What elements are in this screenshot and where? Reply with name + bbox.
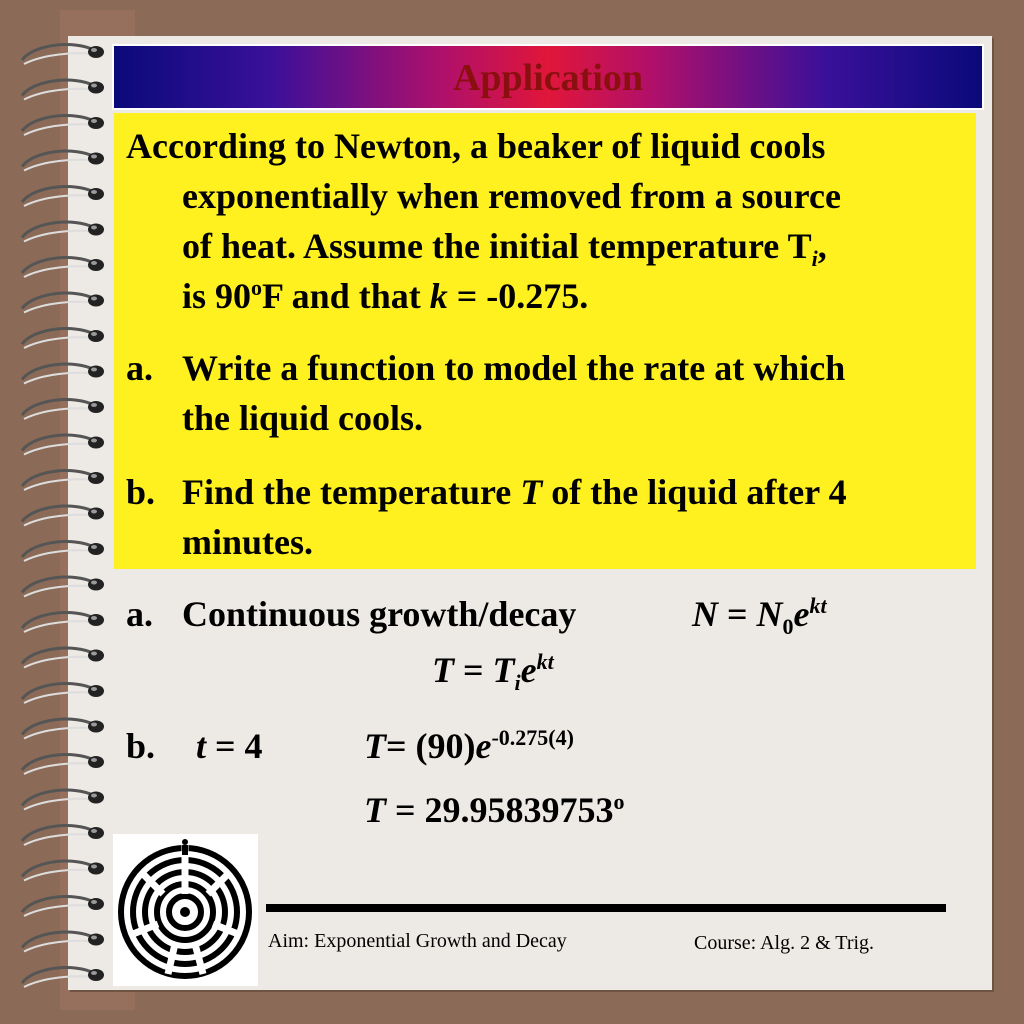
- solution-a-model: $T = T_ie^{kt}$: [432, 649, 554, 696]
- solution-b-equation: $T= (90)e^{-0.275(4)}$: [364, 725, 574, 766]
- spiral-ring: [22, 577, 104, 596]
- spiral-ring: [22, 613, 104, 632]
- spiral-binding-icon: [14, 36, 114, 996]
- title-bar: [112, 44, 984, 110]
- spiral-ring: [22, 151, 104, 170]
- part-a-marker: a.: [126, 348, 153, 388]
- spiral-ring: [22, 80, 104, 99]
- slide-title: Application: [452, 57, 644, 99]
- spiral-ring: [22, 116, 104, 135]
- spiral-ring: [22, 755, 104, 774]
- footer-course: Course: Alg. 2 & Trig.: [694, 932, 875, 954]
- spiral-ring: [22, 364, 104, 383]
- part-b-line-2: minutes.: [182, 522, 314, 562]
- solution-b-time: t = 4: [196, 726, 263, 766]
- problem-line-3: of heat. Assume the initial temperature $T_i$,: [182, 226, 827, 272]
- spiral-ring: [22, 968, 104, 987]
- spiral-ring: [22, 293, 104, 312]
- spiral-ring: [22, 684, 104, 703]
- problem-line-1: According to Newton, a beaker of liquid cools: [126, 126, 826, 166]
- spiral-ring: [22, 790, 104, 809]
- man-in-maze-icon: [113, 834, 258, 986]
- spiral-ring: [22, 329, 104, 348]
- spiral-ring: [22, 719, 104, 738]
- spiral-ring: [22, 861, 104, 880]
- footer-divider: [266, 904, 946, 912]
- spiral-ring: [22, 400, 104, 419]
- maze-logo: [113, 834, 258, 986]
- footer-aim: Aim: Exponential Growth and Decay: [268, 930, 567, 952]
- spiral-ring: [22, 187, 104, 206]
- spiral-ring: [22, 932, 104, 951]
- spiral-ring: [22, 258, 104, 277]
- part-a-line-2: the liquid cools.: [182, 398, 424, 438]
- spiral-ring: [22, 45, 104, 64]
- spiral-ring: [22, 897, 104, 916]
- spiral-ring: [22, 435, 104, 454]
- solution-b-marker: b.: [126, 726, 156, 766]
- solution-a-formula: $N = N_0e^{kt}$: [692, 593, 827, 640]
- solution-a-marker: a.: [126, 594, 153, 634]
- part-a-line-1: Write a function to model the rate at which: [182, 348, 846, 388]
- part-b-line-1: Find the temperature T of the liquid after 4: [182, 472, 847, 512]
- spiral-ring: [22, 826, 104, 845]
- spiral-ring: [22, 222, 104, 241]
- solution-b-result: $T = 29.95839753^o$: [364, 789, 625, 830]
- problem-line-4: is 90$^o$F and that k = -0.275.: [182, 275, 589, 316]
- spiral-ring: [22, 648, 104, 667]
- problem-line-2: exponentially when removed from a source: [182, 176, 841, 216]
- spiral-ring: [22, 506, 104, 525]
- spiral-ring: [22, 542, 104, 561]
- part-b-marker: b.: [126, 472, 156, 512]
- spiral-ring: [22, 471, 104, 490]
- solution-a-label: Continuous growth/decay: [182, 594, 577, 634]
